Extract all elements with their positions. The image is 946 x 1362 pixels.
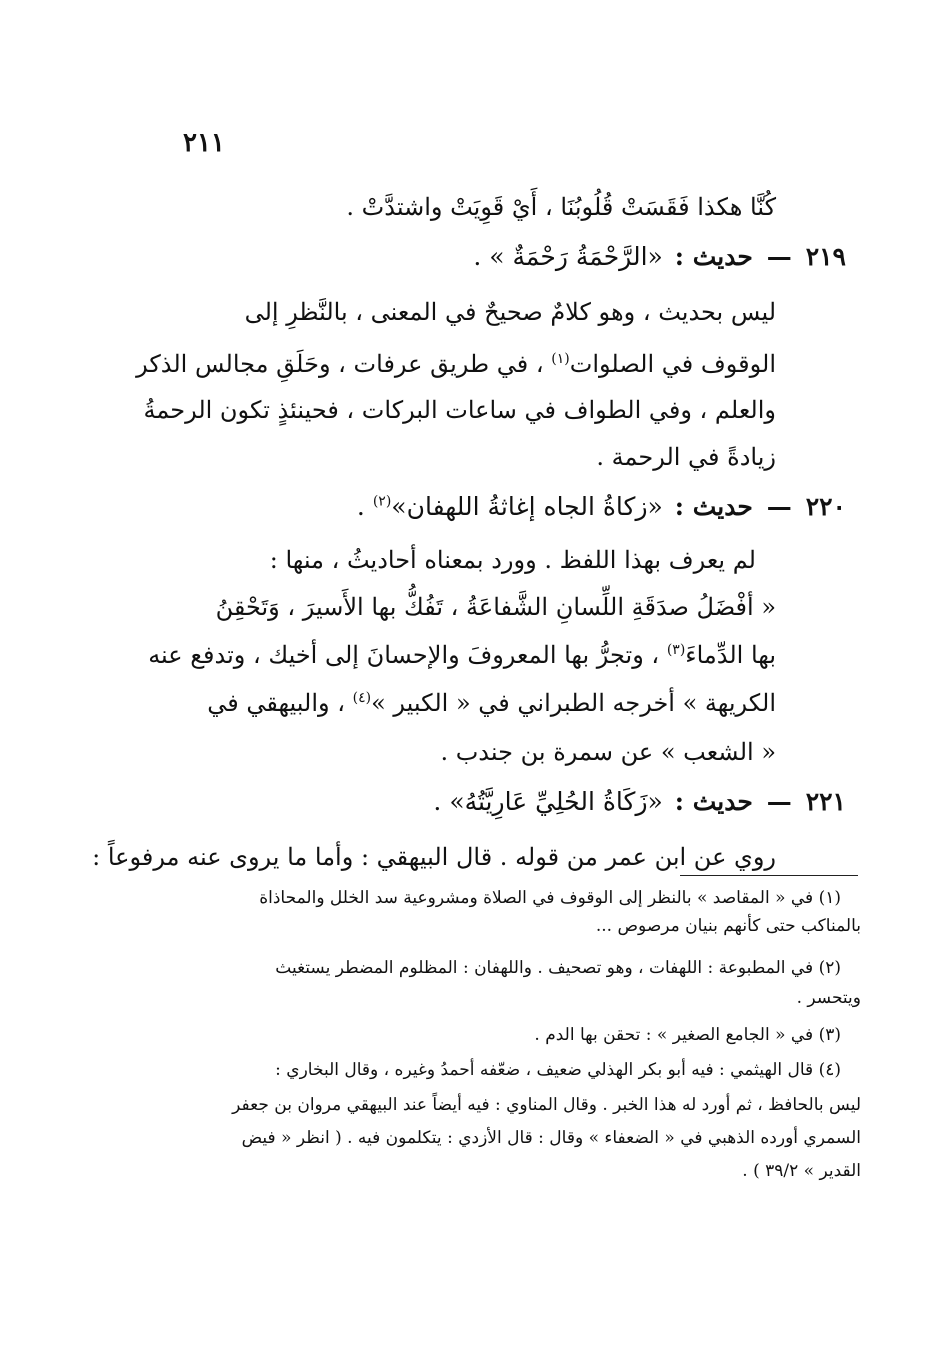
entry-number: ٢١٩ — [805, 242, 846, 271]
paragraph-220-line — [207, 686, 776, 720]
paragraph-219-line: والعلم ، وفي الطواف في ساعات البركات ، فحينئذٍ تكون الرحمةُ — [143, 396, 776, 424]
text-run: الوقوف في الصلوات — [569, 350, 776, 378]
paragraph-220-line: « الشعب » عن سمرة بن جندب . — [440, 738, 776, 766]
footnote-divider — [680, 875, 858, 876]
page-number: ٢١١ — [183, 128, 225, 158]
entry-219-heading — [473, 240, 846, 274]
entry-221-heading — [433, 785, 846, 819]
text-run: ، في طريق عرفات ، وحَلَقِ مجالس الذكر — [136, 350, 552, 378]
entry-number: ٢٢٠ — [805, 492, 846, 521]
footnote-line: (٣) في « الجامع الصغير » : تحقن بها الدم . — [534, 1025, 841, 1045]
text-run: ، والبيهقي في — [207, 689, 353, 717]
footnote-line: ليس بالحافظ ، ثم أورد له هذا الخبر . وقال المناوي : فيه أيضاً عند البيهقي مروان بن جعفر — [232, 1095, 861, 1115]
entry-dash: — — [766, 242, 792, 271]
paragraph-221-line: روي عن ابن عمر من قوله . قال البيهقي : وأما ما يروى عنه مرفوعاً : — [92, 843, 776, 871]
footnote-line: القدير » ٣٩/٢ ) . — [742, 1161, 861, 1181]
footnote-line: (٤) قال الهيثمي : فيه أبو بكر الهذلي ضعيف ، ضعّفه أحمدُ وغيره ، وقال البخاري : — [275, 1060, 841, 1080]
footnote-line: (٢) في المطبوعة : اللهفات ، وهو تصحيف . واللهفان : المظلوم المضطر يستغيث — [275, 958, 841, 978]
text-run: ، وتجرُّ بها المعروفَ والإحسانَ إلى أخيك ، وتدفع عنه — [148, 641, 667, 669]
footnote-ref: (٤) — [352, 690, 372, 706]
footnote-line: السمري أورده الذهبي في « الضعفاء » وقال : قال الأزدي : يتكلمون فيه . ( انظر « فيض — [241, 1128, 861, 1148]
entry-text: «زكاةُ الجاه إغاثةُ اللهفان» — [391, 492, 663, 521]
entry-dash: — — [766, 492, 792, 521]
paragraph-219-line: زيادةً في الرحمة . — [596, 443, 776, 471]
entry-label: حديث : — [674, 787, 753, 816]
text-run: الكريهة » أخرجه الطبراني في « الكبير » — [371, 689, 776, 717]
entry-text: «زَكَاةُ الحُلِيِّ عَارِيَّتُهُ» . — [433, 787, 663, 816]
footnote-ref: (٣) — [666, 642, 686, 658]
entry-tail: . — [356, 492, 373, 521]
footnote-line: (١) في « المقاصد » بالنظر إلى الوقوف في الصلاة ومشروعية سد الخلل والمحاذاة — [259, 888, 841, 908]
paragraph-220-line: « أفْضَلُ صدَقَةِ اللِّسانِ الشَّفاعَةُ ، تَفُكُّ بها الأَسيرَ ، وَتَحْقِنُ — [215, 593, 776, 621]
paragraph-220-line — [148, 638, 776, 672]
paragraph-220-line: لم يعرف بهذا اللفظ . وورد بمعناه أحاديثُ ، منها : — [269, 546, 756, 574]
entry-number: ٢٢١ — [805, 787, 846, 816]
text-run: بها الدِّماءَ — [685, 641, 776, 669]
entry-label: حديث : — [674, 492, 753, 521]
entry-text: «الرَّحْمَةُ رَحْمَةٌ » . — [473, 242, 663, 271]
entry-220-heading — [357, 490, 846, 524]
opening-line: كُنَّا هكذا فَقَسَتْ قُلُوبُنَا ، أَيْ قَوِيَتْ واشتدَّتْ . — [346, 193, 776, 221]
footnote-ref: (١) — [551, 351, 570, 367]
footnote-line: بالمناكب حتى كأنهم بنيان مرصوص ... — [595, 916, 861, 936]
entry-label: حديث : — [674, 242, 753, 271]
paragraph-219-line — [136, 347, 776, 381]
footnote-line: ويتحسر . — [796, 988, 861, 1008]
footnote-ref: (٢) — [372, 493, 392, 510]
entry-dash: — — [766, 787, 792, 816]
paragraph-219-line: ليس بحديث ، وهو كلامٌ صحيحٌ في المعنى ، بالنَّظرِ إلى — [244, 298, 776, 326]
